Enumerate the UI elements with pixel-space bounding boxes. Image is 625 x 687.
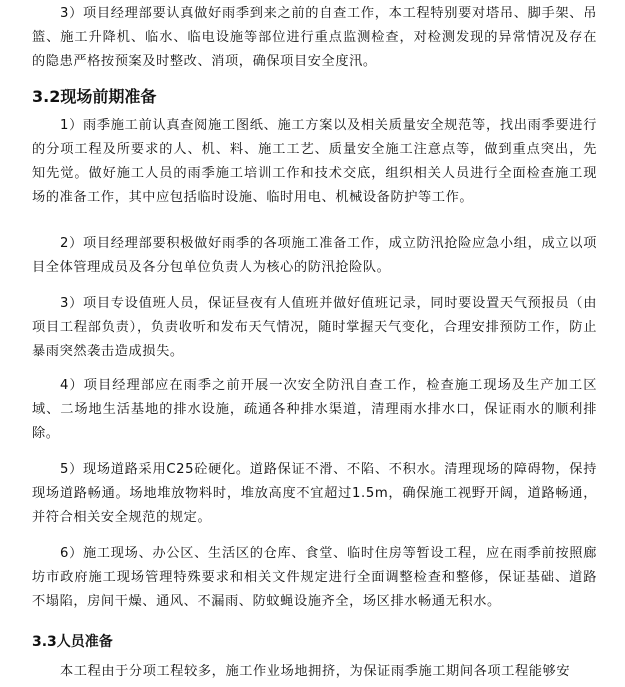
paragraph-duty-staff: 3）项目专设值班人员，保证昼夜有人值班并做好值班记录，同时要设置天气预报员（由项目工程部负责），负责收听和发布天气情况，随时掌握天气变化，合理安排预防工作，防止暴雨突然袭击造成损失。: [32, 296, 597, 359]
paragraph-self-inspection: 3）项目经理部要认真做好雨季到来之前的自查工作，本工程特别要对塔吊、脚手架、吊篮、施工升降机、临水、临电设施等部位进行重点监测检查，对检测发现的异常情况及存在的隐患严格按预案及时整改、消项，确保项目安全度汛。: [32, 6, 597, 69]
paragraph-drainage-check: 4）项目经理部应在雨季之前开展一次安全防汛自查工作，检查施工现场及生产加工区域、二场地生活基地的排水设施，疏通各种排水渠道，清理雨水排水口，保证雨水的顺利排除。: [32, 378, 597, 441]
paragraph-site-roads: 5）现场道路采用C25砼硬化。道路保证不滑、不陷、不积水。清理现场的障碍物，保持现场道路畅通。场地堆放物料时，堆放高度不宜超过1.5m，确保施工视野开阔，道路畅通，并符合相关安全规范的规定。: [32, 462, 597, 525]
paragraph-review-drawings: 1）雨季施工前认真查阅施工图纸、施工方案以及相关质量安全规范等，找出雨季要进行的分项工程及所要求的人、机、料、施工工艺、质量安全施工注意点等，做到重点突出，先知先觉。做好施工人员的雨季施工培训工作和技术交底，组织相关人员进行全面检查施工现场的准备工作，其中应包括临时设施、临时用电、机械设备防护等工作。: [32, 118, 597, 205]
paragraph-temporary-facilities: 6）施工现场、办公区、生活区的仓库、食堂、临时住房等暂设工程，应在雨季前按照廊坊市政府施工现场管理特殊要求和相关文件规定进行全面调整检查和整修，保证基础、道路不塌陷，房间干燥、通风、不漏雨、防蚊蝇设施齐全，场区排水畅通无积水。: [32, 546, 597, 609]
paragraph-personnel-intro: 本工程由于分项工程较多，施工作业场地拥挤，为保证雨季施工期间各项工程能够安: [60, 664, 571, 679]
section-heading-site-preparation: 3.2现场前期准备: [32, 87, 157, 106]
section-heading-personnel: 3.3人员准备: [32, 634, 113, 650]
paragraph-flood-team: 2）项目经理部要积极做好雨季的各项施工准备工作，成立防汛抢险应急小组，成立以项目全体管理成员及各分包单位负责人为核心的防汛抢险队。: [32, 236, 597, 275]
